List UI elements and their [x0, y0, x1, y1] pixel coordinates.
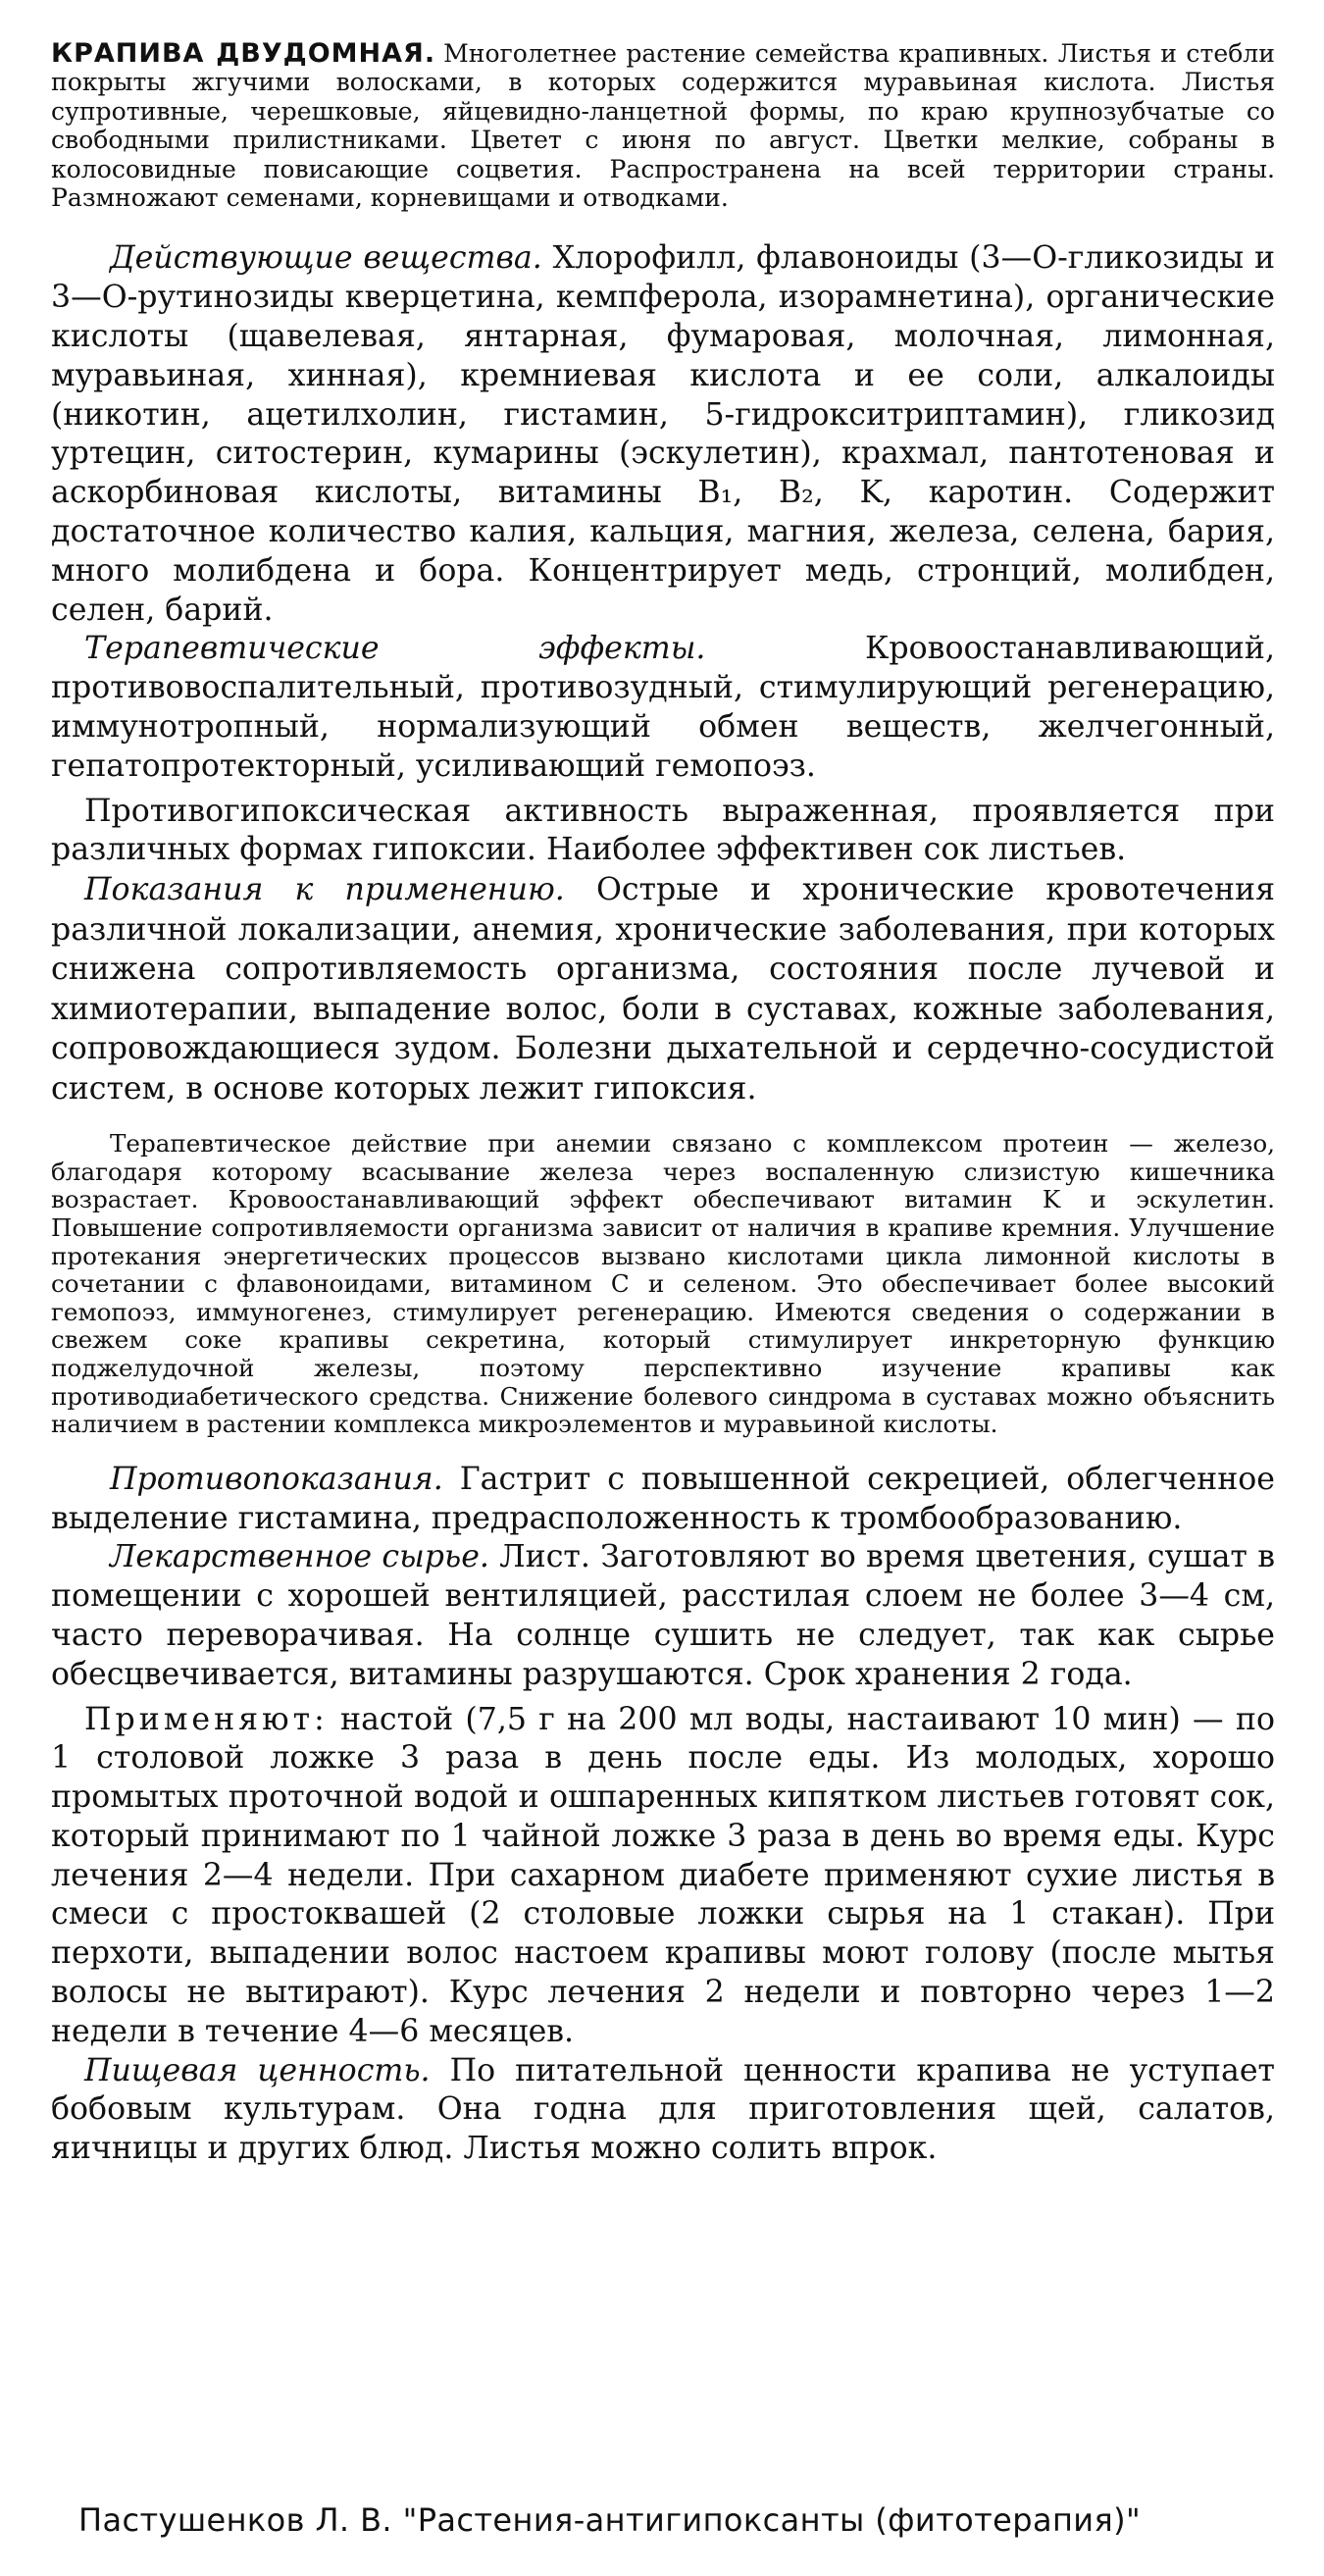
food-value-text: По питательной ценности крапива не уступает бобовым культурам. Она годна для приготовления щей, салатов, яичницы и других блюд. Листья можно солить впрок. [51, 2052, 1276, 2167]
effects-paragraph [51, 630, 1275, 786]
usage-heading: Применяют: [84, 1701, 329, 1737]
intro-text: Многолетнее растение семейства крапивных. Листья и стебли покрыты жгучими волосками, в которых содержится муравьиная кислота. Листья супротивные, черешковые, яйцевидно-ланцетной формы, по краю крупнозубчатые со свободными прилистниками. Цветет с июня по август. Цветки мелкие, собраны в колосовидные повисающие соцветия. Распространена на всей территории страны. Размножают семенами, корневищами и отводками. [51, 39, 1275, 213]
usage-paragraph [51, 1701, 1275, 2052]
raw-material-text: Лист. Заготовляют во время цветения, сушат в помещении с хорошей вентиляцией, расстилая слоем не более 3—4 см, часто переворачивая. На солнце сушить не следует, так как сырье обесцвечивается, витамины разрушаются. Срок хранения 2 года. [51, 1539, 1275, 1692]
contraindications-text: Гастрит с повышенной секрецией, облегченное выделение гистамина, предрасположенность к тромбообразованию. [51, 1461, 1276, 1536]
intro-paragraph [51, 39, 1275, 212]
contraindications-paragraph [51, 1461, 1275, 1539]
raw-material-paragraph [51, 1538, 1275, 1694]
active-substances-paragraph [51, 239, 1275, 630]
active-substances-heading: Действующие вещества. [110, 240, 542, 277]
note-text: Терапевтическое действие при анемии связано с комплексом протеин — железо, благодаря которому всасывание железа через воспаленную слизистую кишечника возрастает. Кровоостанавливающий эффект обеспечивают витамин K и эскулетин. Повышение сопротивляемости организма зависит от наличия в крапиве кремния. Улучшение протекания энергетических процессов вызвано кислотами цикла лимонной кислоты в сочетании с флавоноидами, витамином C и селеном. Это обеспечивает более высокий гемопоэз, иммуногенез, стимулирует регенерацию. Имеются сведения о содержании в свежем соке крапивы секретина, который стимулирует инкреторную функцию поджелудочной железы, поэтому перспективно изучение крапивы как противодиабетического средства. Снижение болевого синдрома в суставах можно объяснить наличием в растении комплекса микроэлементов и муравьиной кислоты. [51, 1129, 1275, 1439]
antihypoxic-paragraph [51, 793, 1275, 871]
food-value-paragraph [51, 2052, 1275, 2169]
active-substances-text: Хлорофилл, флавоноиды (3—О-гликозиды и 3—О-рутинозиды кверцетина, кемпферола, изорамнетина), органические кислоты (щавелевая, янтарная, фумаровая, молочная, лимонная, муравьиная, хинная), кремниевая кислота и ее соли, алкалоиды (никотин, ацетилхолин, гистамин, 5-гидрокситриптамин), гликозид уртецин, ситостерин, кумарины (эскулетин), крахмал, пантотеновая и аскорбиновая кислоты, витамины B₁, B₂, K, каротин. Содержит достаточное количество калия, кальция, магния, железа, селена, бария, много молибдена и бора. Концентрирует медь, стронций, молибден, селен, барий. [51, 240, 1275, 628]
plant-name-heading: КРАПИВА ДВУДОМНАЯ. [51, 38, 436, 69]
effects-text: Кровоостанавливающий, противовоспалительный, противозудный, стимулирующий регенерацию, иммунотропный, нормализующий обмен веществ, желчегонный, гепатопротекторный, усиливающий гемопоэз. [51, 631, 1275, 784]
effects-heading: Терапевтические эффекты. [84, 631, 706, 667]
indications-heading: Показания к применению. [84, 872, 565, 908]
source-citation: Пастушенков Л. В. "Растения-антигипоксанты (фитотерапия)" [78, 2501, 1142, 2539]
food-value-heading: Пищевая ценность. [84, 2052, 431, 2088]
usage-text: настой (7,5 г на 200 мл воды, настаивают 10 мин) — по 1 столовой ложке 3 раза в день после еды. Из молодых, хорошо промытых проточной водой и ошпаренных кипятком листьев готовят сок, который принимают по 1 чайной ложке 3 раза в день во время еды. Курс лечения 2—4 недели. При сахарном диабете применяют сухие листья в смеси с простоквашей (2 столовые ложки сырья на 1 стакан). При перхоти, выпадении волос настоем крапивы моют голову (после мытья волосы не вытирают). Курс лечения 2 недели и повторно через 1—2 недели в течение 4—6 месяцев. [51, 1701, 1276, 2049]
contraindications-heading: Противопоказания. [110, 1461, 443, 1497]
document-page [51, 39, 1275, 2169]
note-paragraph [51, 1130, 1275, 1439]
indications-text: Острые и хронические кровотечения различной локализации, анемия, хронические заболевания, при которых снижена сопротивляемость организма, состояния после лучевой и химиотерапии, выпадение волос, боли в суставах, кожные заболевания, сопровождающиеся зудом. Болезни дыхательной и сердечно-сосудистой систем, в основе которых лежит гипоксия. [51, 872, 1275, 1107]
antihypoxic-text: Противогипоксическая активность выраженная, проявляется при различных формах гипоксии. Наиболее эффективен сок листьев. [51, 793, 1275, 868]
indications-paragraph [51, 870, 1275, 1108]
raw-material-heading: Лекарственное сырье. [110, 1539, 489, 1575]
